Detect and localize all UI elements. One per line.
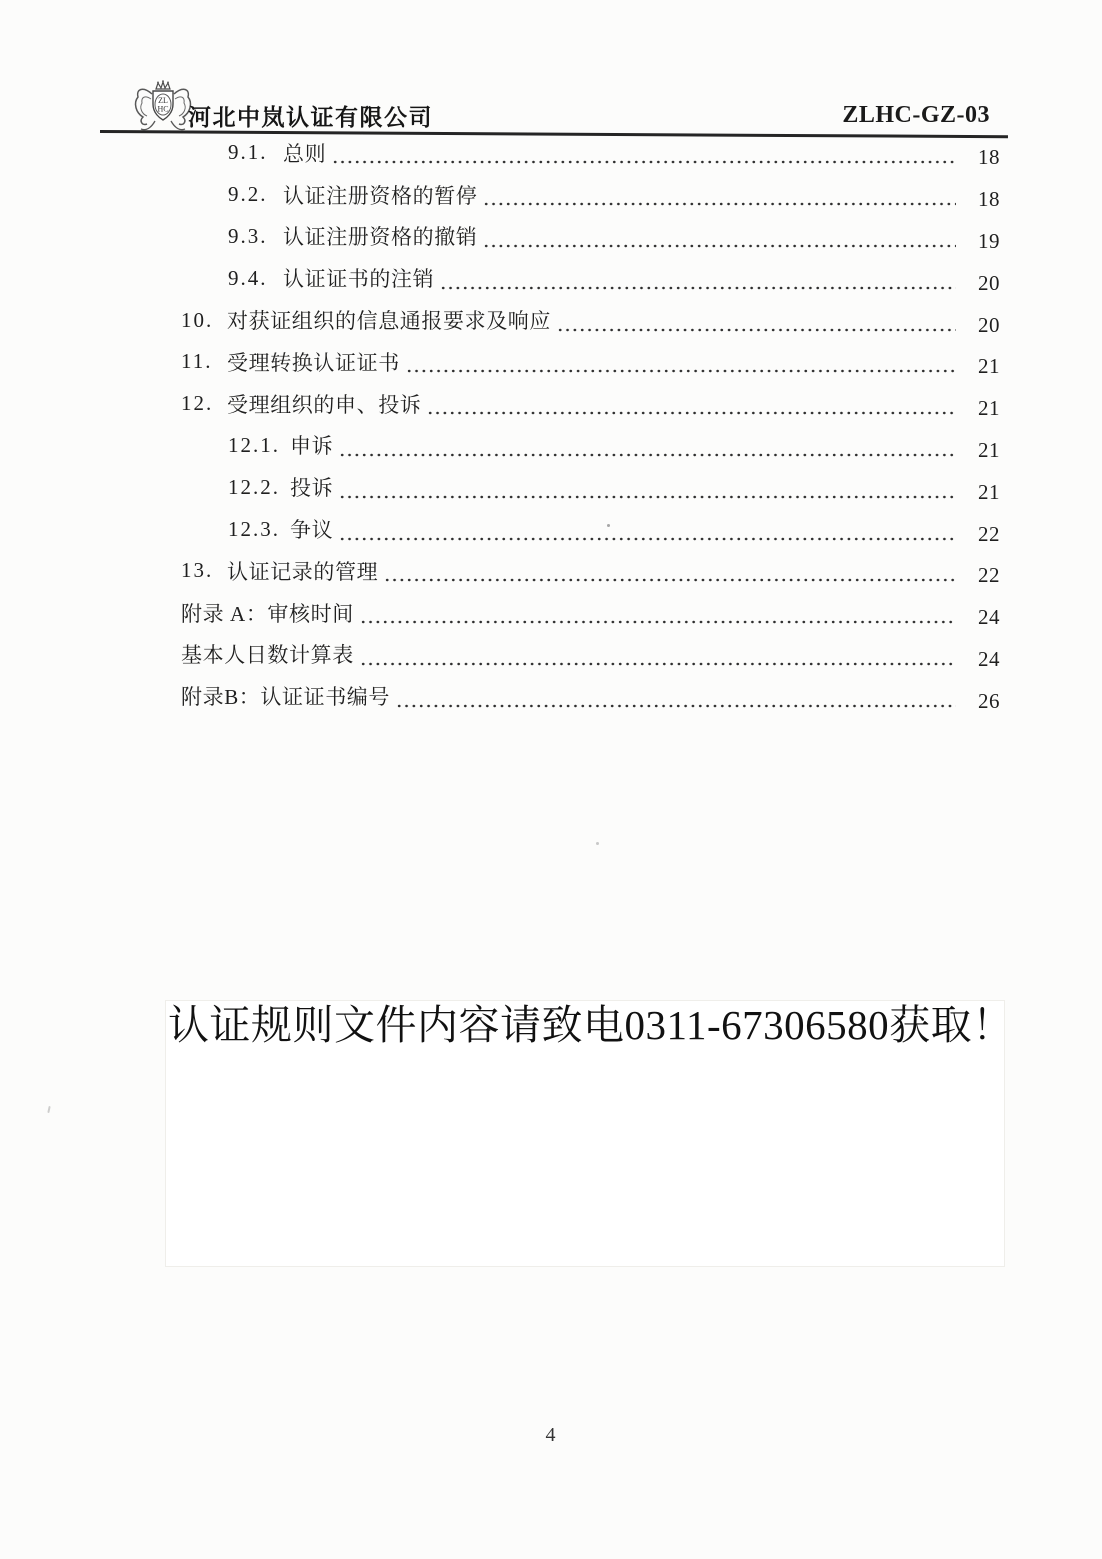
- toc-entry-title: 基本人日数计算表: [181, 643, 354, 668]
- toc-dot-leader: [340, 466, 956, 508]
- toc-entry-title: 附录 A：审核时间: [181, 601, 354, 626]
- toc-entry-page: 19: [978, 228, 1000, 253]
- toc-dot-leader: [385, 550, 956, 592]
- toc-entry-page: 20: [978, 270, 1000, 295]
- toc-entry-number: 9.2.: [228, 182, 268, 207]
- toc-entry-appendix-b: [181, 675, 1000, 717]
- toc-entry-number: 9.4.: [228, 265, 268, 290]
- toc-entry-number: 11.: [181, 349, 213, 374]
- toc-entry-13: [181, 550, 1000, 592]
- toc-entry-title: 对获证组织的信息通报要求及响应: [227, 309, 551, 334]
- toc-entry-10: [181, 299, 1000, 341]
- toc-entry-number: 12.1.: [228, 432, 280, 457]
- toc-entry-page: 21: [978, 396, 1000, 421]
- toc-entry-12-3: [181, 508, 1000, 550]
- toc-entry-9-3: [181, 216, 1000, 258]
- toc-entry-page: 21: [978, 437, 1000, 462]
- toc-entry-title: 认证证书的注销: [283, 267, 435, 292]
- toc-entry-12-2: [181, 466, 1000, 508]
- toc-dot-leader: [333, 132, 956, 174]
- toc-dot-leader: [484, 216, 956, 258]
- toc-entry-page: 26: [978, 688, 1000, 713]
- phone-callout-text: 认证规则文件内容请致电0311-67306580获取！: [168, 1002, 1014, 1048]
- toc-dot-leader: [558, 299, 956, 341]
- toc-dot-leader: [441, 257, 956, 299]
- toc-entry-appendix-a: [181, 592, 1000, 634]
- toc-entry-title: 认证记录的管理: [227, 559, 379, 584]
- toc-entry-number: 12.3.: [228, 516, 280, 541]
- toc-dot-leader: [407, 341, 956, 383]
- toc-entry-page: 22: [978, 521, 1000, 546]
- toc-entry-number: 9.1.: [228, 140, 268, 165]
- document-code: ZLHC-GZ-03: [842, 102, 990, 128]
- toc-entry-page: 24: [978, 646, 1000, 671]
- toc-entry-title: 认证注册资格的撤销: [283, 225, 478, 250]
- toc-entry-number: 13.: [181, 558, 214, 583]
- toc-entry-title: 附录B：认证证书编号: [181, 685, 391, 710]
- company-crest-logo-icon: [130, 79, 196, 137]
- toc-entry-page: 24: [978, 605, 1000, 630]
- company-name: 河北中岚认证有限公司: [188, 104, 433, 130]
- toc-entry-12: [181, 383, 1000, 425]
- toc-entry-number: 12.: [181, 391, 214, 416]
- toc-dot-leader: [340, 508, 956, 550]
- scan-artifact-mark: [47, 1106, 50, 1113]
- toc-dot-leader: [428, 383, 956, 425]
- toc-entry-page: 18: [978, 187, 1000, 212]
- toc-entry-page: 21: [978, 354, 1000, 379]
- toc-entry-page: 21: [978, 479, 1000, 504]
- table-of-contents: [181, 132, 1000, 717]
- toc-entry-title: 认证注册资格的暂停: [283, 183, 478, 208]
- toc-entry-title: 受理组织的申、投诉: [227, 392, 422, 417]
- toc-dot-leader: [340, 425, 956, 467]
- toc-entry-page: 20: [978, 312, 1000, 337]
- toc-dot-leader: [361, 592, 956, 634]
- toc-entry-title: 总则: [283, 141, 327, 166]
- toc-entry-title: 争议: [290, 518, 334, 543]
- toc-entry-manday-table: [181, 634, 1000, 676]
- toc-dot-leader: [484, 174, 956, 216]
- toc-entry-page: 18: [978, 145, 1000, 170]
- toc-entry-11: [181, 341, 1000, 383]
- svg-text:HC: HC: [157, 104, 169, 114]
- toc-entry-9-1: [181, 132, 1000, 174]
- toc-dot-leader: [397, 675, 956, 717]
- toc-entry-page: 22: [978, 563, 1000, 588]
- toc-entry-number: 10.: [181, 307, 214, 332]
- toc-entry-9-2: [181, 174, 1000, 216]
- page-number: 4: [545, 1424, 557, 1446]
- toc-entry-12-1: [181, 425, 1000, 467]
- toc-dot-leader: [361, 634, 956, 676]
- svg-text:ZL: ZL: [158, 96, 168, 105]
- toc-entry-title: 投诉: [290, 476, 334, 501]
- toc-entry-9-4: [181, 257, 1000, 299]
- toc-entry-title: 受理转换认证证书: [227, 350, 400, 375]
- scan-artifact-dot: [596, 842, 599, 845]
- toc-entry-number: 12.2.: [228, 474, 280, 499]
- toc-entry-title: 申诉: [290, 434, 334, 459]
- phone-callout-box: [165, 1000, 1014, 1267]
- scan-artifact-dot: [607, 524, 610, 527]
- toc-entry-number: 9.3.: [228, 223, 268, 248]
